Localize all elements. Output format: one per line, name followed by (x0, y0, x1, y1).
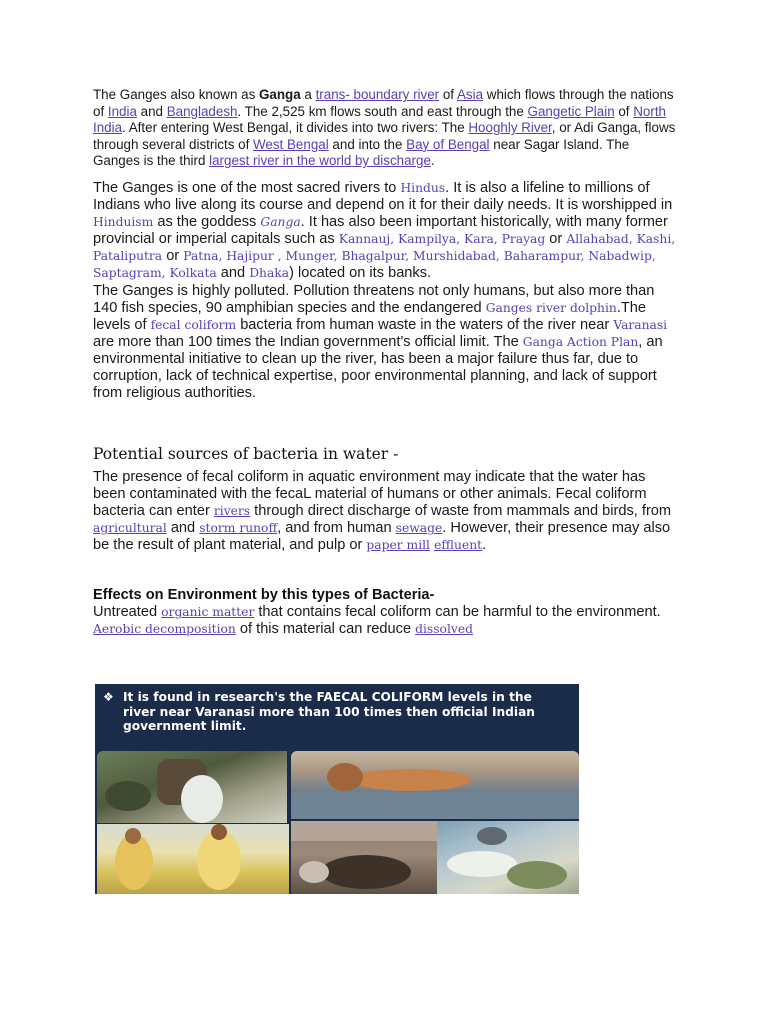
effects-paragraph (93, 604, 678, 638)
text: near Sagar Island. The Ganges is the third (93, 136, 630, 169)
text: . (482, 537, 487, 554)
text: The Ganges is highly polluted. Pollution threatens not only humans, but also more than 140 fish species, 90 amphibian species and the endangered (93, 282, 655, 316)
separator: , (273, 249, 286, 264)
link-pataliputra[interactable]: Pataliputra (93, 249, 163, 264)
bacteria-sources-paragraph (93, 469, 678, 554)
link-dhaka[interactable]: Dhaka (249, 266, 290, 281)
link-nabadwip[interactable]: Nabadwip (588, 249, 652, 264)
separator: , (218, 249, 227, 264)
separator: , (390, 232, 399, 247)
text: of (439, 87, 457, 102)
text: . (430, 153, 435, 169)
text: that contains fecal coliform can be harmful to the environment. (254, 604, 661, 620)
text: Untreated (93, 604, 162, 620)
link-ganga-action-plan[interactable]: Ganga Action Plan (522, 334, 639, 349)
link-kolkata[interactable]: Kolkata (169, 266, 217, 281)
link-bay-of-bengal[interactable]: Bay of Bengal (406, 136, 490, 152)
separator: , (405, 249, 414, 264)
text: of this material can reduce (235, 621, 416, 638)
intro-paragraph (93, 87, 678, 170)
text: , and from human (277, 520, 396, 537)
text: . It is also a lifeline to millions of Indians who live along its course and depend on it for their daily needs. It is worshipped in (93, 180, 673, 214)
text: or (545, 231, 567, 248)
separator: , (333, 249, 342, 264)
text: bacteria from human waste in the waters of the river near (236, 316, 614, 333)
slide-caption (103, 690, 563, 734)
link-gangetic-plain[interactable]: Gangetic Plain (527, 103, 615, 119)
link-sewage[interactable]: sewage (395, 521, 443, 536)
text: . However, their presence may also be the result of plant material, and pulp or (93, 520, 671, 554)
link-hooghly-river[interactable]: Hooghly River (468, 120, 552, 136)
link-kannauj[interactable]: Kannauj (338, 232, 391, 247)
diamond-bullet-icon: ❖ (103, 690, 114, 704)
pollution-slide-image (95, 684, 579, 894)
section-heading-bacteria-sources: Potential sources of bacteria in water - (93, 445, 399, 463)
separator: , (161, 266, 170, 281)
text: The Ganges is one of the most sacred rivers to (93, 180, 401, 196)
text: .The levels of (93, 299, 647, 333)
link-dissolved[interactable]: dissolved (415, 622, 473, 637)
link-hinduism[interactable]: Hinduism (93, 215, 154, 230)
text: which flows through the nations of (93, 87, 674, 119)
polluted-shore-photo (437, 821, 579, 894)
text: and (216, 265, 250, 282)
link-bangladesh[interactable]: Bangladesh (166, 103, 238, 119)
link-varanasi[interactable]: Varanasi (613, 317, 668, 332)
text: , an environmental initiative to clean up the river, has been a major failure thus far, due to corruption, lack of technical expertise, poor environmental planning, and lack of support from religious authorities. (93, 333, 663, 402)
link-asia[interactable]: Asia (456, 87, 484, 102)
link-munger[interactable]: Munger (285, 249, 334, 264)
text: through direct discharge of waste from mammals and birds, from (250, 503, 672, 520)
link-prayag[interactable]: Prayag (501, 232, 546, 247)
text: and (136, 103, 167, 119)
pilgrims-bathing-photo (97, 824, 289, 894)
sewage-outflow-photo (97, 751, 287, 823)
text: , or Adi Ganga, flows through several districts of (93, 120, 676, 152)
separator: , (580, 249, 589, 264)
sacred-river-paragraph (93, 180, 678, 402)
link-hindus[interactable]: Hindus (400, 181, 446, 195)
text: or (162, 248, 184, 265)
separator: , (495, 249, 504, 264)
text: The presence of fecal coliform in aquatic environment may indicate that the water has been contaminated with the fecaL material of humans or other animals. Fecal coliform bacteria can enter (93, 469, 647, 520)
text: The Ganges also known as (93, 87, 259, 102)
text: ) located on its banks. (289, 265, 432, 282)
link-allahabad[interactable]: Allahabad (566, 232, 629, 247)
link-ganga[interactable]: Ganga (260, 215, 301, 230)
ghat-debris-photo (291, 821, 437, 894)
link-trans-boundary-river[interactable]: trans- boundary river (315, 87, 440, 102)
text: . The 2,525 km flows south and east through the (237, 103, 528, 119)
bold-text: Ganga (259, 87, 301, 102)
link-kampilya[interactable]: Kampilya (398, 232, 457, 247)
text: . After entering West Bengal, it divides into two rivers: The (122, 120, 469, 136)
link-ganges-river-dolphin[interactable]: Ganges river dolphin (485, 300, 617, 315)
link-rivers[interactable]: rivers (213, 504, 251, 519)
separator: , (671, 232, 676, 247)
text: . It has also been important historically, with many former provincial or imperial capitals such as (93, 214, 668, 248)
link-effluent[interactable]: effluent (434, 538, 483, 553)
link-bhagalpur[interactable]: Bhagalpur (341, 249, 406, 264)
separator: , (651, 249, 656, 264)
link-fecal-coliform[interactable]: fecal coliform (150, 317, 237, 332)
separator: , (628, 232, 637, 247)
link-aerobic-decomposition[interactable]: Aerobic decomposition (93, 622, 236, 637)
text: as the goddess (153, 214, 261, 231)
river-carcass-photo (291, 751, 579, 819)
link-kashi[interactable]: Kashi (636, 232, 672, 247)
link-west-bengal[interactable]: West Bengal (253, 136, 329, 152)
link-murshidabad[interactable]: Murshidabad (413, 249, 496, 264)
link-patna[interactable]: Patna (183, 249, 219, 264)
link-storm-runoff[interactable]: storm runoff (199, 521, 278, 536)
text: are more than 100 times the Indian government's official limit. The (93, 333, 523, 350)
link-north-india[interactable]: North India (93, 103, 666, 136)
slide-text: It is found in research's the FAECAL COLIFORM levels in the river near Varanasi more than 100 times then official Indian government limit. (123, 690, 535, 733)
link-saptagram[interactable]: Saptagram (93, 266, 162, 281)
link-india[interactable]: India (107, 103, 137, 119)
text: and into the (328, 136, 407, 152)
link-agricultural[interactable]: agricultural (93, 521, 167, 536)
link-organic-matter[interactable]: organic matter (161, 605, 255, 619)
link-largest-river[interactable]: largest river in the world by discharge (209, 153, 431, 169)
text: of (614, 103, 634, 119)
separator: , (493, 232, 502, 247)
separator: , (456, 232, 465, 247)
link-baharampur[interactable]: Baharampur (503, 249, 581, 264)
link-hajipur[interactable]: Hajipur (226, 249, 274, 264)
section-heading-effects: Effects on Environment by this types of Bacteria- (93, 587, 435, 603)
text: and (166, 520, 200, 537)
link-kara[interactable]: Kara (464, 232, 494, 247)
text: a (300, 87, 316, 102)
link-paper-mill[interactable]: paper mill (366, 538, 430, 553)
